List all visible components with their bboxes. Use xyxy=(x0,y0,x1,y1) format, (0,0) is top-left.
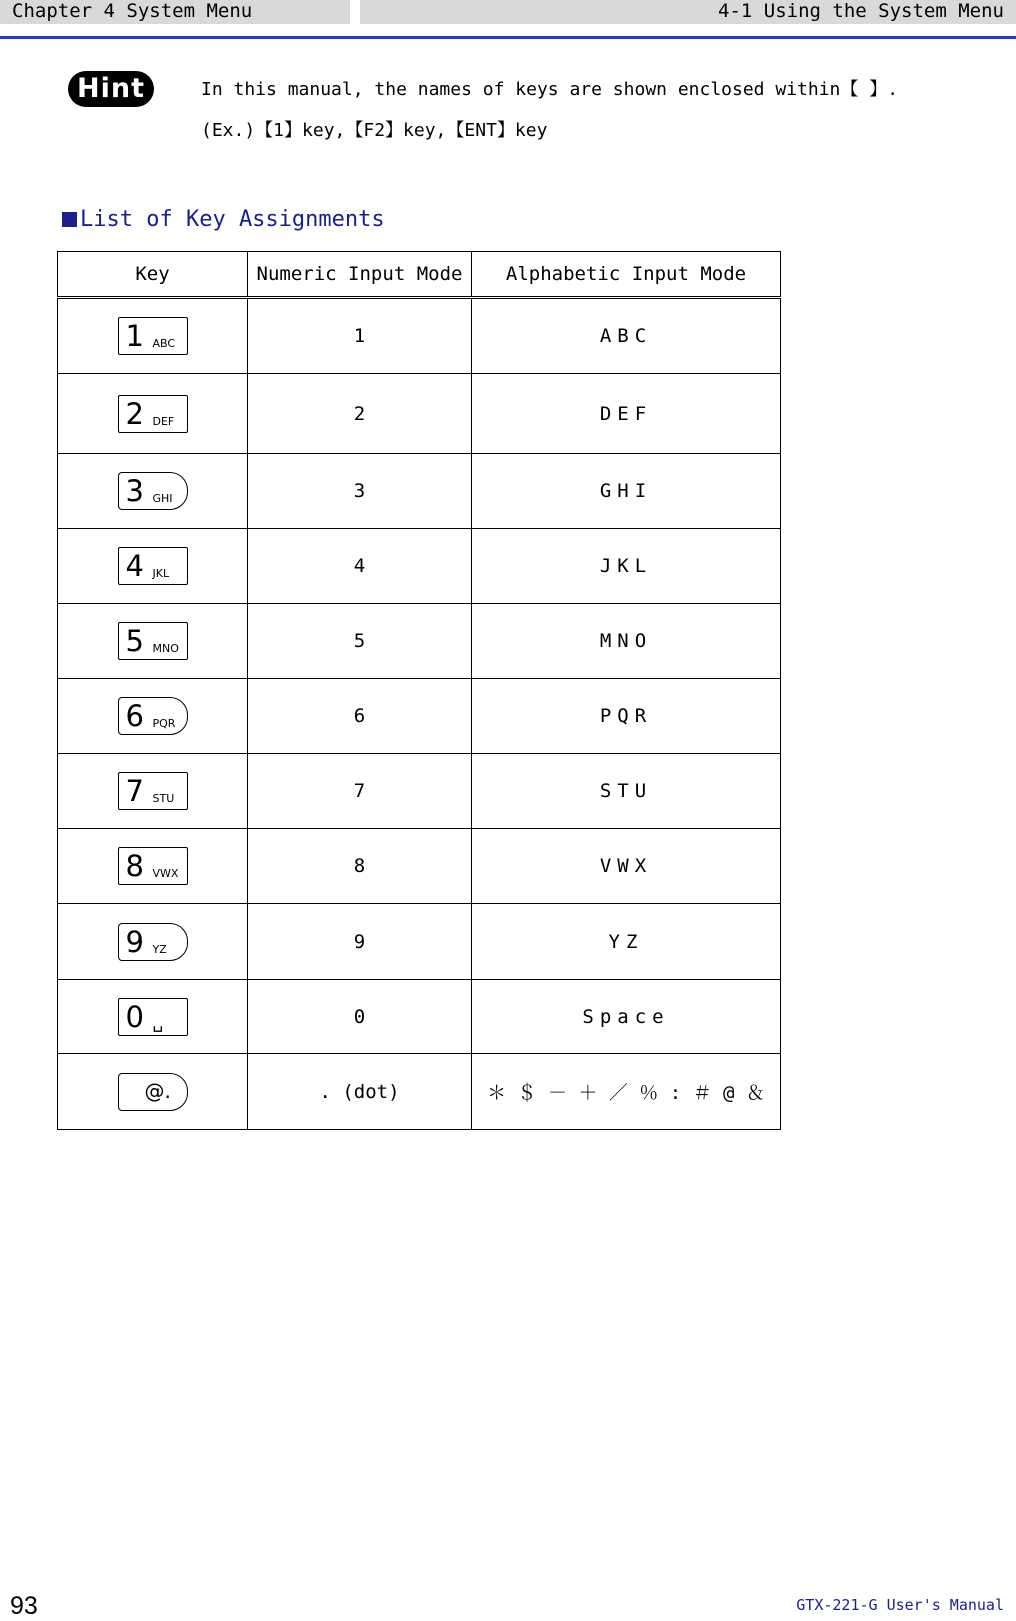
key-cell xyxy=(58,829,248,904)
key-list-heading-text: List of Key Assignments xyxy=(80,207,385,232)
numeric-value: 8 xyxy=(248,829,472,904)
numeric-value: 0 xyxy=(248,980,472,1054)
numeric-value: 4 xyxy=(248,529,472,604)
numeric-value: 2 xyxy=(248,374,472,454)
alpha-value: ABC xyxy=(472,298,781,374)
alpha-value: VWX xyxy=(472,829,781,904)
table-row xyxy=(58,904,781,980)
table-header-row xyxy=(58,252,781,298)
key-3-icon: 3 GHI xyxy=(118,472,188,510)
section-title: 4-1 Using the System Menu xyxy=(718,0,1004,22)
key-cell xyxy=(58,1054,248,1130)
numeric-value: 1 xyxy=(248,298,472,374)
alpha-value: ＊ ＄ － ＋ ／ ％ : ＃ @ ＆ xyxy=(472,1054,781,1130)
chapter-title: Chapter 4 System Menu xyxy=(12,0,253,22)
alpha-value: DEF xyxy=(472,374,781,454)
square-bullet-icon xyxy=(62,212,77,227)
key-0-icon: 0 ␣ xyxy=(118,998,188,1036)
key-8-icon: 8 VWX xyxy=(118,847,188,885)
alpha-value: Space xyxy=(472,980,781,1054)
table-row xyxy=(58,529,781,604)
key-cell xyxy=(58,298,248,374)
alpha-value: MNO xyxy=(472,604,781,679)
alpha-value: YZ xyxy=(472,904,781,980)
numeric-value: 9 xyxy=(248,904,472,980)
header-numeric-mode: Numeric Input Mode xyxy=(248,252,472,298)
key-1-icon: 1 ABC xyxy=(118,317,188,355)
alpha-value: PQR xyxy=(472,679,781,754)
numeric-value: 5 xyxy=(248,604,472,679)
header-key: Key xyxy=(58,252,248,298)
key-assignment-table xyxy=(57,251,781,1130)
key-5-icon: 5 MNO xyxy=(118,622,188,660)
numeric-value: 7 xyxy=(248,754,472,829)
key-cell xyxy=(58,454,248,529)
key-cell xyxy=(58,904,248,980)
table-row xyxy=(58,679,781,754)
numeric-value: . (dot) xyxy=(248,1054,472,1130)
numeric-value: 3 xyxy=(248,454,472,529)
key-cell xyxy=(58,374,248,454)
hint-badge: Hint xyxy=(68,71,154,107)
page-number: 93 xyxy=(10,1592,38,1620)
key-at-dot-icon: @. xyxy=(118,1073,188,1111)
key-cell xyxy=(58,754,248,829)
key-6-icon: 6 PQR xyxy=(118,697,188,735)
table-row xyxy=(58,829,781,904)
numeric-value: 6 xyxy=(248,679,472,754)
key-2-icon: 2 DEF xyxy=(118,395,188,433)
manual-title: GTX-221-G User's Manual xyxy=(796,1596,1004,1614)
table-row xyxy=(58,1054,781,1130)
key-7-icon: 7 STU xyxy=(118,772,188,810)
table-row xyxy=(58,374,781,454)
key-cell xyxy=(58,604,248,679)
table-row xyxy=(58,604,781,679)
table-row xyxy=(58,298,781,374)
header-alphabetic-mode: Alphabetic Input Mode xyxy=(472,252,781,298)
key-cell xyxy=(58,679,248,754)
hint-text-line-2: (Ex.)【1】key,【F2】key,【ENT】key xyxy=(201,120,548,141)
key-list-heading xyxy=(62,206,385,234)
table-row xyxy=(58,980,781,1054)
hint-text-line-1: In this manual, the names of keys are shown enclosed within【 】. xyxy=(201,79,899,100)
alpha-value: STU xyxy=(472,754,781,829)
alpha-value: GHI xyxy=(472,454,781,529)
table-row xyxy=(58,454,781,529)
key-9-icon: 9 YZ xyxy=(118,923,188,961)
table-row xyxy=(58,754,781,829)
page-header xyxy=(0,0,1016,39)
key-cell xyxy=(58,529,248,604)
key-4-icon: 4 JKL xyxy=(118,547,188,585)
alpha-value: JKL xyxy=(472,529,781,604)
key-cell xyxy=(58,980,248,1054)
